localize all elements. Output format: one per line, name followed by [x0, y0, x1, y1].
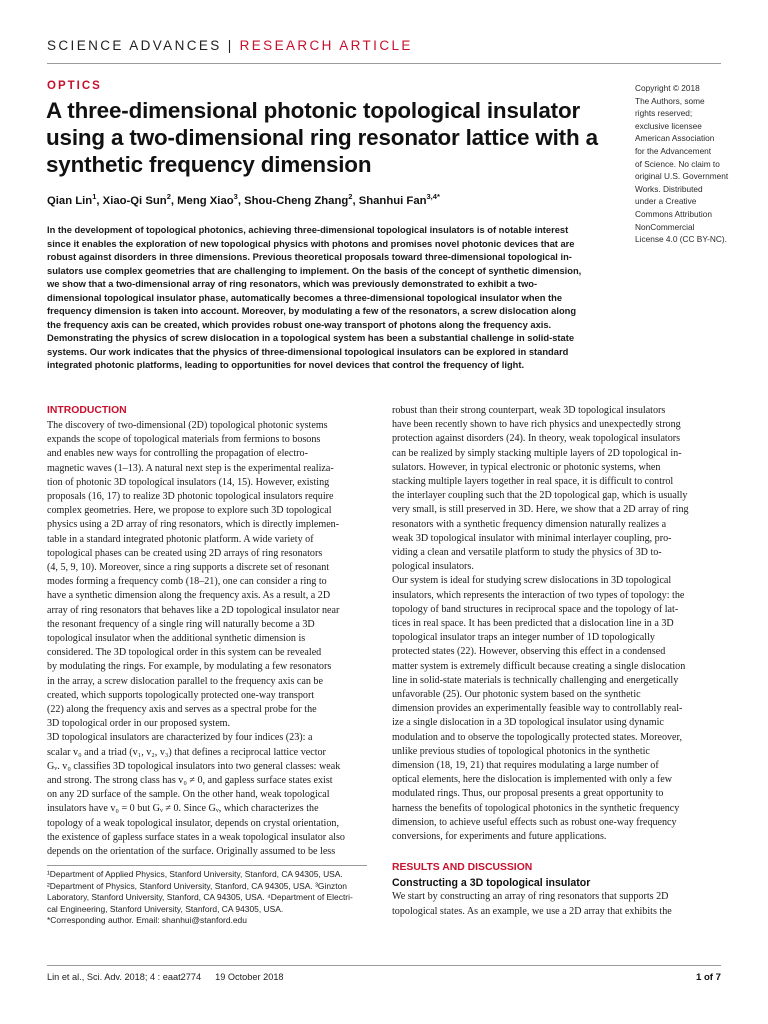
body-text-line: Our system is ideal for studying screw dislocations in 3D topological [392, 575, 672, 587]
journal-name: SCIENCE ADVANCES [47, 38, 222, 53]
body-text-line: protected states (22). However, observing this effect in a condensed [392, 646, 666, 658]
copyright-line: NonCommercial [635, 221, 695, 232]
body-text-line: dimension (18, 19, 21) that requires modulating a large number of [392, 760, 659, 772]
copyright-line: Commons Attribution [635, 208, 713, 219]
author-affiliation-marker: 2 [166, 192, 171, 201]
introduction-text-continued [392, 404, 712, 844]
abstract-line: since it enables the exploration of new topological physics with photons and promises novel photonic devices that are [47, 238, 575, 249]
body-text-line: on any 2D surface of the sample. On the other hand, weak topological [47, 789, 330, 801]
affiliation-line: ²Department of Physics, Stanford University, Stanford, CA 94305, USA. ³Ginzton [47, 880, 347, 891]
footer-citation [47, 972, 284, 982]
body-text-line: stacking multiple layers together in real space, it is difficult to control [392, 476, 674, 488]
citation-text: Lin et al., Sci. Adv. 2018; 4 : eaat2774 [47, 972, 202, 982]
body-text-line: physics using a 2D array of ring resonators, which is directly implemen- [47, 519, 340, 531]
body-text-line: complex geometries. Here, we propose to explore such 3D topological [47, 505, 332, 517]
section-tag: OPTICS [47, 80, 102, 92]
body-text-line: topology of a weak topological insulator, depends on crystal orientation, [47, 817, 339, 829]
body-text-line: have been recently shown to have rich physics and unexpectedly strong [392, 419, 681, 431]
abstract-line: Demonstrating the physics of screw dislocation in a topological system has been a substantial challenge in solid-state [47, 333, 575, 343]
header-rule [47, 63, 721, 64]
body-text-line: and strong. The strong class has v₀ ≠ 0, and gapless surface states exist [47, 775, 333, 787]
body-text-line: topological insulator when the additional synthetic dimension is [47, 633, 306, 645]
body-text-line: harness the benefits of topological photonics in the synthetic frequency [392, 802, 680, 814]
body-text-line: Gᵥ. v₀ classifies 3D topological insulators into two general classes: weak [47, 760, 341, 772]
abstract-line: systems. Our work indicates that the physics of three-dimensional topological insulators can be explored in standard [47, 346, 569, 357]
affiliation-line: ¹Department of Applied Physics, Stanford University, Stanford, CA 94305, USA. [47, 869, 343, 879]
body-text-line: resonators with a synthetic frequency dimension naturally realizes a [392, 518, 667, 530]
body-text-line: array of ring resonators that behaves like a 2D topological insulator near [47, 604, 340, 616]
body-text-line: unlike previous studies of topological photonics in the synthetic [392, 745, 650, 757]
author-name: Shou-Cheng Zhang [244, 194, 349, 207]
body-text-line: proposals (16, 17) to realize 3D photonic topological insulators require [47, 491, 334, 503]
body-text-line: sulators. However, in typical electronic or photonic systems, when [392, 461, 661, 473]
author-name: Meng Xiao [177, 194, 234, 207]
author-affiliation-marker: 2 [348, 192, 353, 201]
copyright-line: Copyright © 2018 [635, 83, 700, 93]
copyright-line: rights reserved; [635, 108, 693, 119]
body-text-line: line in solid-state materials is technically challenging and energetically [392, 674, 679, 686]
body-text-line: insulators have v₀ = 0 but Gᵥ ≠ 0. Since Gᵥ, which characterizes the [47, 803, 319, 815]
body-text-line: have a synthetic dimension along the frequency axis. As a result, a 2D [47, 590, 331, 602]
journal-header [47, 38, 413, 53]
body-text-line: tices in real space. It has been predicted that a dislocation line in a 3D [392, 618, 674, 630]
body-text-line: topological insulator traps an integer number of 1D topologically [392, 632, 655, 644]
author-list: Qian Lin$^1$, Xiao-Qi Sun$^2$, Meng Xiao$^3$, Shou-Cheng Zhang$^2$, Shanhui Fan$^{3,4*}$ [47, 192, 440, 207]
body-text-line: tion of photonic 3D topological insulators (14, 15). However, existing [47, 476, 330, 488]
abstract-line: integrated photonic platforms, leading to opportunities for novel devices that control the frequency of light. [47, 360, 525, 370]
results-subheading: Constructing a 3D topological insulator [392, 877, 591, 890]
body-text-line: the existence of gapless surface states in a weak topological insulator also [47, 831, 345, 843]
body-text-line: the resonant frequency of a single ring will naturally become a 3D [47, 618, 315, 630]
copyright-line: The Authors, some [635, 95, 705, 106]
abstract-line: dimensional topological insulator phase, automatically becomes a three-dimensional topological insulator when the [47, 292, 563, 303]
body-text-line: We start by constructing an array of ring resonators that supports 2D [392, 891, 669, 903]
header-separator: | [227, 38, 234, 53]
publication-date: 19 October 2018 [215, 972, 284, 982]
body-text-line: 3D topological order in our proposed system. [47, 718, 231, 730]
body-text-line: 3D topological insulators are characterized by four indices (23): a [47, 732, 313, 744]
author-name: Xiao-Qi Sun [102, 194, 167, 207]
footer-rule [47, 965, 721, 966]
body-text-line: modes forming a frequency comb (18–21), one can consider a ring to [47, 576, 327, 588]
body-text-line: pological insulators. [392, 561, 474, 573]
body-text-line: and enables new ways for controlling the propagation of electro- [47, 448, 308, 460]
copyright-line: for the Advancement [635, 145, 712, 156]
body-text-line: created, which supports topologically protected one-way transport [47, 689, 315, 701]
body-text-line: unfavorable (25). Our photonic system based on the synthetic [392, 689, 641, 701]
body-text-line: conversions, for experiments and future applications. [392, 831, 607, 843]
body-text-line: table in a standard integrated photonic platform. A wide variety of [47, 533, 314, 545]
copyright-line: Works. Distributed [635, 183, 703, 194]
abstract-line: robust against disorders in three dimensions. Previous theoretical proposals toward three-dimensional topological in- [47, 252, 572, 262]
body-text-line: the interlayer coupling such that the 2D topological gap, which is usually [392, 490, 688, 502]
body-text-line: insulators, which represents the interaction of two types of topology: the [392, 589, 685, 601]
body-text-line: scalar v₀ and a triad (v₁, v₂, v₃) that defines a reciprocal lattice vector [47, 746, 326, 758]
article-title: A three-dimensional photonic topological insulator using a two-dimensional ring resonator lattice with a synthetic frequency dimension [46, 98, 598, 177]
body-text-line: The discovery of two-dimensional (2D) topological photonic systems [47, 420, 328, 431]
affiliation-line: *Corresponding author. Email: shanhui@stanford.edu [47, 915, 247, 926]
body-text-line: very small, is still preserved in 3D. Here, we show that a 2D array of ring [392, 504, 689, 516]
body-text-line: by modulating the rings. For example, by modulating a few resonators [47, 661, 332, 673]
body-text-line: depends on the orientation of the surface. Originally assumed to be less [47, 846, 336, 858]
section-spacer [392, 844, 712, 861]
body-text-line: magnetic waves (1–13). A natural next step is the experimental realiza- [47, 462, 334, 474]
body-text-line: expands the scope of topological materials from fermions to bosons [47, 434, 321, 446]
body-text-line: considered. The 3D topological order in this system can be revealed [47, 647, 322, 659]
affiliations [47, 869, 372, 927]
body-text-line: dimension provides an experimentally feasible way to controllably real- [392, 703, 683, 715]
author-affiliation-marker: 3 [233, 192, 238, 201]
copyright-line: under a Creative [635, 196, 697, 207]
copyright-line: License 4.0 (CC BY-NC). [635, 234, 727, 245]
introduction-heading: INTRODUCTION [47, 405, 127, 416]
page-number: 1 of 7 [695, 972, 721, 983]
body-text-line: matter system is extremely difficult because creating a single dislocation [392, 660, 686, 672]
abstract-line: In the development of topological photonics, achieving three-dimensional topological insulators is of notable interest [47, 225, 569, 235]
body-text-line: (4, 5, 9, 10). Moreover, since a ring supports a discrete set of resonant [47, 562, 330, 574]
body-text-line: modulation and to observe the topologically protected states. Moreover, [392, 731, 682, 743]
body-text-line: in the array, a screw dislocation parallel to the frequency axis can be [47, 675, 323, 687]
body-text-line: can be realized by simply stacking multiple layers of 2D topological in- [392, 447, 682, 459]
body-text-line: dimension, to achieve useful effects such as robust one-way frequency [392, 816, 677, 828]
introduction-text [47, 419, 367, 859]
body-text-line: ize a single dislocation in a 3D topological insulator using dynamic [392, 717, 664, 729]
article-type: RESEARCH ARTICLE [239, 38, 413, 53]
left-column [47, 404, 367, 859]
affiliation-line: cal Engineering, Stanford University, Stanford, CA 94305, USA. [47, 903, 284, 914]
body-text-line: modulated rings. Thus, our proposal presents a great opportunity to [392, 788, 664, 800]
body-text-line: topological states. As an example, we use a 2D array that exhibits the [392, 905, 672, 917]
copyright-line: American Association [635, 133, 715, 144]
body-text-line: (22) along the frequency axis and serves as a spectral probe for the [47, 704, 317, 716]
copyright-line: original U.S. Government [635, 171, 729, 182]
affiliation-rule [47, 865, 367, 866]
abstract-line: we show that a two-dimensional array of ring resonators, which was previously demonstrated to exhibit a two- [47, 279, 538, 289]
abstract-line: frequency dimension is taken into account. Moreover, by modulating a few of the resonators, a screw dislocation along [47, 306, 577, 316]
right-column [392, 404, 712, 919]
body-text-line: topology of band structures in reciprocal space and the topology of lat- [392, 603, 679, 615]
copyright-line: exclusive licensee [635, 120, 702, 131]
results-heading: RESULTS AND DISCUSSION [392, 862, 533, 874]
affiliation-line: Laboratory, Stanford University, Stanford, CA 94305, USA. ⁴Department of Electri- [47, 892, 353, 903]
body-text-line: viding a clean and versatile platform to study the physics of 3D to- [392, 547, 662, 559]
copyright-notice [635, 82, 745, 246]
abstract-line: the frequency axis can be created, which provides robust one-way transport of photons along the frequency axis. [47, 319, 552, 330]
body-text-line: robust than their strong counterpart, weak 3D topological insulators [392, 405, 666, 416]
author-affiliation-marker: 1 [92, 192, 97, 201]
results-text [392, 890, 712, 918]
body-text-line: weak 3D topological insulator with minimal interlayer coupling, pro- [392, 532, 672, 544]
copyright-line: of Science. No claim to [635, 158, 720, 169]
author-name: Qian Lin [47, 194, 93, 207]
author-affiliation-marker: 3,4* [426, 192, 440, 201]
abstract-line: sulators use complex geometries that are challenging to implement. On the basis of the concept of synthetic dimension, [47, 265, 582, 276]
body-text-line: protection against disorders (24). In theory, weak topological insulators [392, 433, 681, 445]
body-text-line: topological phases can be created using 2D arrays of ring resonators [47, 547, 323, 559]
abstract [47, 224, 622, 373]
author-name: Shanhui Fan [358, 194, 427, 207]
body-text-line: optical elements, here the dislocation is implemented with only a few [392, 774, 673, 786]
